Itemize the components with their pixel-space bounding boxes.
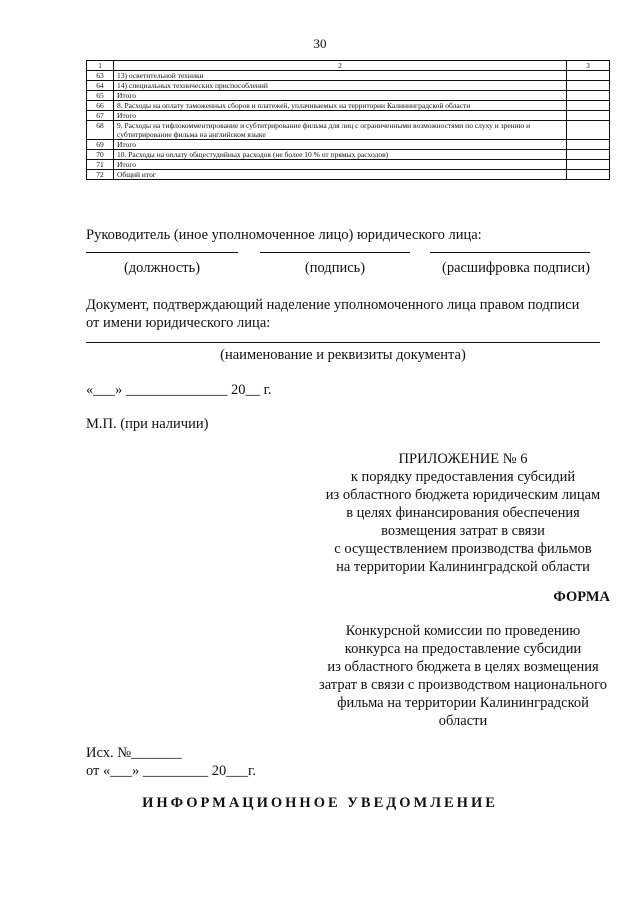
addressee-line: фильма на территории Калининградской bbox=[337, 695, 589, 711]
row-number: 64 bbox=[87, 81, 114, 91]
row-description: Итого bbox=[114, 91, 567, 101]
table-row bbox=[87, 101, 610, 111]
outgoing-date: от «___» _________ 20___г. bbox=[86, 763, 256, 779]
outgoing-number: Исх. №_______ bbox=[86, 745, 182, 761]
appendix-line: на территории Калининградской области bbox=[336, 559, 590, 575]
signature-line bbox=[260, 252, 410, 253]
row-number: 68 bbox=[87, 121, 114, 140]
signature-heading: Руководитель (иное уполномоченное лицо) юридического лица: bbox=[86, 227, 482, 243]
page-number: 30 bbox=[313, 36, 327, 51]
row-description: Итого bbox=[114, 160, 567, 170]
form-label: ФОРМА bbox=[553, 589, 610, 605]
row-description: Итого bbox=[114, 140, 567, 150]
row-description: 13) осветительной техники bbox=[114, 71, 567, 81]
row-value bbox=[567, 71, 610, 81]
row-value bbox=[567, 160, 610, 170]
row-number: 69 bbox=[87, 140, 114, 150]
table-row bbox=[87, 150, 610, 160]
column-header-3: 3 bbox=[567, 61, 610, 71]
position-line bbox=[86, 252, 238, 253]
table-row bbox=[87, 160, 610, 170]
appendix-line: с осуществлением производства фильмов bbox=[334, 541, 592, 557]
row-description: Общий итог bbox=[114, 170, 567, 180]
document-text-line2: от имени юридического лица: bbox=[86, 315, 271, 331]
appendix-line: возмещения затрат в связи bbox=[381, 523, 545, 539]
table-row bbox=[87, 71, 610, 81]
decoding-line bbox=[430, 252, 590, 253]
row-value bbox=[567, 140, 610, 150]
appendix-block bbox=[300, 450, 626, 576]
addressee-line: из областного бюджета в целях возмещения bbox=[327, 659, 599, 675]
position-caption: (должность) bbox=[123, 260, 201, 276]
table-row bbox=[87, 91, 610, 101]
table-row bbox=[87, 140, 610, 150]
row-description: 9. Расходы на тифлокомментирование и субтитрирование фильма для лиц с ограниченными возможностями по слуху и зрению и субтитрирование фильма на английском языке bbox=[114, 121, 567, 140]
row-value bbox=[567, 111, 610, 121]
table-row bbox=[87, 111, 610, 121]
appendix-title: ПРИЛОЖЕНИЕ № 6 bbox=[398, 451, 528, 467]
document-text-line1: Документ, подтверждающий наделение уполномоченного лица правом подписи bbox=[86, 297, 580, 313]
addressee-line: области bbox=[438, 713, 488, 729]
row-number: 66 bbox=[87, 101, 114, 111]
appendix-line: из областного бюджета юридическим лицам bbox=[325, 487, 601, 503]
row-description: 14) специальных технических приспособлений bbox=[114, 81, 567, 91]
row-number: 71 bbox=[87, 160, 114, 170]
row-number: 65 bbox=[87, 91, 114, 101]
row-description: 8. Расходы на оплату таможенных сборов и платежей, уплачиваемых на территории Калининградской области bbox=[114, 101, 567, 111]
row-number: 72 bbox=[87, 170, 114, 180]
table-row bbox=[87, 170, 610, 180]
notice-title: ИНФОРМАЦИОННОЕ УВЕДОМЛЕНИЕ bbox=[142, 795, 498, 811]
document-date: «___» ______________ 20__ г. bbox=[86, 382, 272, 398]
column-header-1: 1 bbox=[87, 61, 114, 71]
addressee-line: Конкурсной комиссии по проведению bbox=[345, 623, 581, 639]
decoding-caption: (расшифровка подписи) bbox=[441, 260, 591, 276]
addressee-block bbox=[300, 622, 626, 730]
row-value bbox=[567, 150, 610, 160]
signature-caption: (подпись) bbox=[304, 260, 366, 276]
row-value bbox=[567, 170, 610, 180]
appendix-line: в целях финансирования обеспечения bbox=[346, 505, 580, 521]
row-description: Итого bbox=[114, 111, 567, 121]
column-header-2: 2 bbox=[114, 61, 567, 71]
appendix-line: к порядку предоставления субсидий bbox=[350, 469, 576, 485]
row-value bbox=[567, 81, 610, 91]
table-header-row bbox=[87, 61, 610, 71]
row-description: 10. Расходы на оплату общестудийных расходов (не более 10 % от прямых расходов) bbox=[114, 150, 567, 160]
row-value bbox=[567, 91, 610, 101]
row-number: 70 bbox=[87, 150, 114, 160]
row-number: 63 bbox=[87, 71, 114, 81]
document-caption: (наименование и реквизиты документа) bbox=[220, 347, 466, 363]
table-row bbox=[87, 121, 610, 140]
row-value bbox=[567, 101, 610, 111]
addressee-line: затрат в связи с производством национального bbox=[319, 677, 607, 693]
row-number: 67 bbox=[87, 111, 114, 121]
row-value bbox=[567, 121, 610, 140]
stamp-label: М.П. (при наличии) bbox=[86, 416, 209, 432]
budget-table bbox=[86, 60, 610, 180]
table-row bbox=[87, 81, 610, 91]
document-line bbox=[86, 342, 600, 343]
addressee-line: конкурса на предоставление субсидии bbox=[344, 641, 582, 657]
